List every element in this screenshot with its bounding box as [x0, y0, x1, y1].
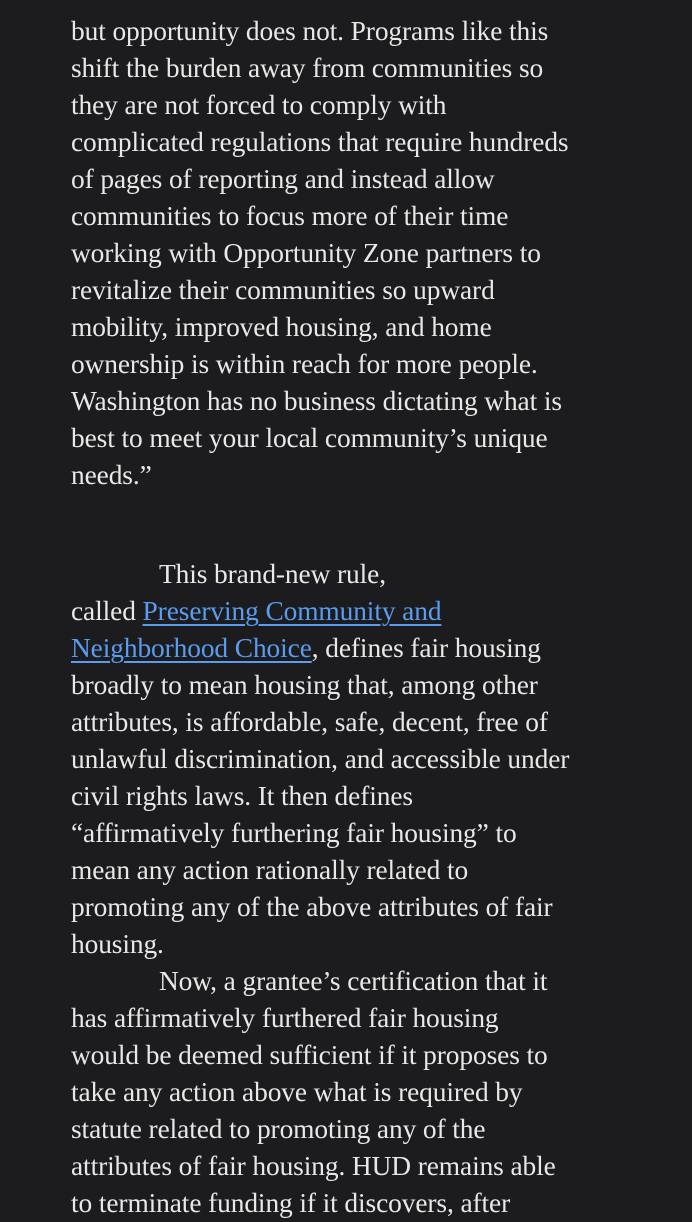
text-line: This brand-new rule, — [159, 559, 386, 589]
text-line: Washington has no business dictating what is — [71, 386, 562, 416]
text-line: communities to focus more of their time — [71, 201, 509, 231]
text-line: statute related to promoting any of the — [71, 1114, 486, 1144]
text-line — [71, 630, 631, 667]
text-line: needs.” — [71, 460, 152, 490]
text-line: but opportunity does not. Programs like this — [71, 16, 549, 46]
rule-link-part2[interactable]: Neighborhood Choice — [71, 633, 312, 663]
text-line: working with Opportunity Zone partners to — [71, 238, 541, 268]
text-line: revitalize their communities so upward — [71, 275, 495, 305]
text-line: of pages of reporting and instead allow — [71, 164, 495, 194]
rule-link-part1[interactable]: Preserving Community and — [142, 596, 442, 626]
text-line: mean any action rationally related to — [71, 855, 469, 885]
paragraph-spacer — [71, 494, 631, 556]
paragraph-rule-definition — [71, 556, 631, 963]
text-line: mobility, improved housing, and home — [71, 312, 492, 342]
text-line: housing. — [71, 929, 164, 959]
text-line: has affirmatively furthered fair housing — [71, 1003, 499, 1033]
paragraph-grantee-certification — [71, 963, 631, 1222]
text-line: best to meet your local community’s unique — [71, 423, 548, 453]
text-line: they are not forced to comply with — [71, 90, 447, 120]
text-line: civil rights laws. It then defines — [71, 781, 413, 811]
text-fragment: , defines fair housing — [311, 633, 541, 663]
text-line: promoting any of the above attributes of fair — [71, 892, 553, 922]
text-line: unlawful discrimination, and accessible under — [71, 744, 570, 774]
text-line: ownership is within reach for more people. — [71, 349, 538, 379]
text-fragment: called — [71, 596, 143, 626]
text-line: “affirmatively furthering fair housing” to — [71, 818, 517, 848]
text-line — [71, 593, 631, 630]
text-line: to terminate funding if it discovers, after — [71, 1188, 511, 1218]
document-body — [71, 0, 631, 1222]
paragraph-quote — [71, 13, 631, 494]
text-line: Now, a grantee’s certification that it — [159, 966, 548, 996]
text-line: attributes of fair housing. HUD remains able — [71, 1151, 556, 1181]
text-line: complicated regulations that require hundreds — [71, 127, 569, 157]
text-line: shift the burden away from communities so — [71, 53, 544, 83]
text-line: take any action above what is required by — [71, 1077, 523, 1107]
text-line: attributes, is affordable, safe, decent, free of — [71, 707, 548, 737]
text-line: broadly to mean housing that, among other — [71, 670, 538, 700]
text-line: would be deemed sufficient if it proposes to — [71, 1040, 548, 1070]
